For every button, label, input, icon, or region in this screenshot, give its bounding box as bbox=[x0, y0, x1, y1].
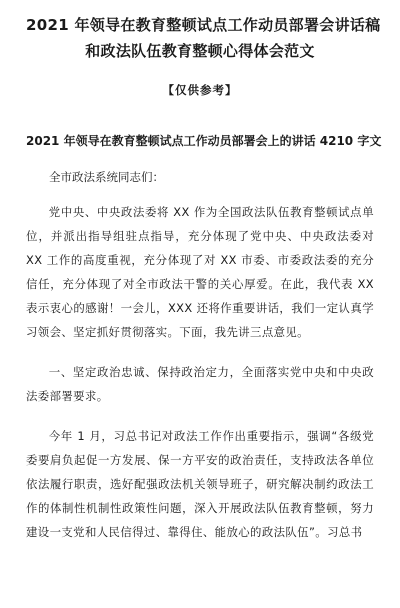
paragraph-intro: 党中央、中央政法委将 XX 作为全国政法队伍教育整顿试点单位，并派出指导组驻点指导，充分体现了党中央、中央政法委对 XX 工作的高度重视，充分体现了对 XX 市委、市委政法委的充分信任，充分体现了对全市政法干警的关心厚爱。在此，我代表 XX 表示衷心的感谢！一会儿，XXX 还将作重要讲话，我们一定认真学习领会、坚定抓好贯彻落实。下面，我先讲三点意见。 bbox=[26, 205, 374, 339]
section-heading-1: 一、坚定政治忠诚、保持政治定力，全面落实党中央和中央政法委部署要求。 bbox=[26, 365, 374, 403]
document-title-line-1: 2021 年领导在教育整顿试点工作动员部署会讲话稿 bbox=[26, 16, 381, 34]
salutation: 全市政法系统同志们： bbox=[49, 170, 164, 184]
reference-only-tag: 【仅供参考】 bbox=[162, 83, 238, 97]
paragraph-section-1: 今年 1 月，习总书记对政法工作作出重要指示，强调“各级党委要肩负起促一方发展、保一方平安的政治责任，支持政法各单位依法履行职责，选好配强政法机关领导班子，研究解决制约政法工作的体制性机制性政策性问题，深入开展政法队伍教育整顿，努力建设一支党和人民信得过、靠得住、能放心的政法队伍”。习总书 bbox=[26, 429, 374, 539]
speech-subtitle: 2021 年领导在教育整顿试点工作动员部署会上的讲话 4210 字文 bbox=[26, 134, 382, 148]
document-title-line-2: 和政法队伍教育整顿心得体会范文 bbox=[85, 42, 315, 60]
